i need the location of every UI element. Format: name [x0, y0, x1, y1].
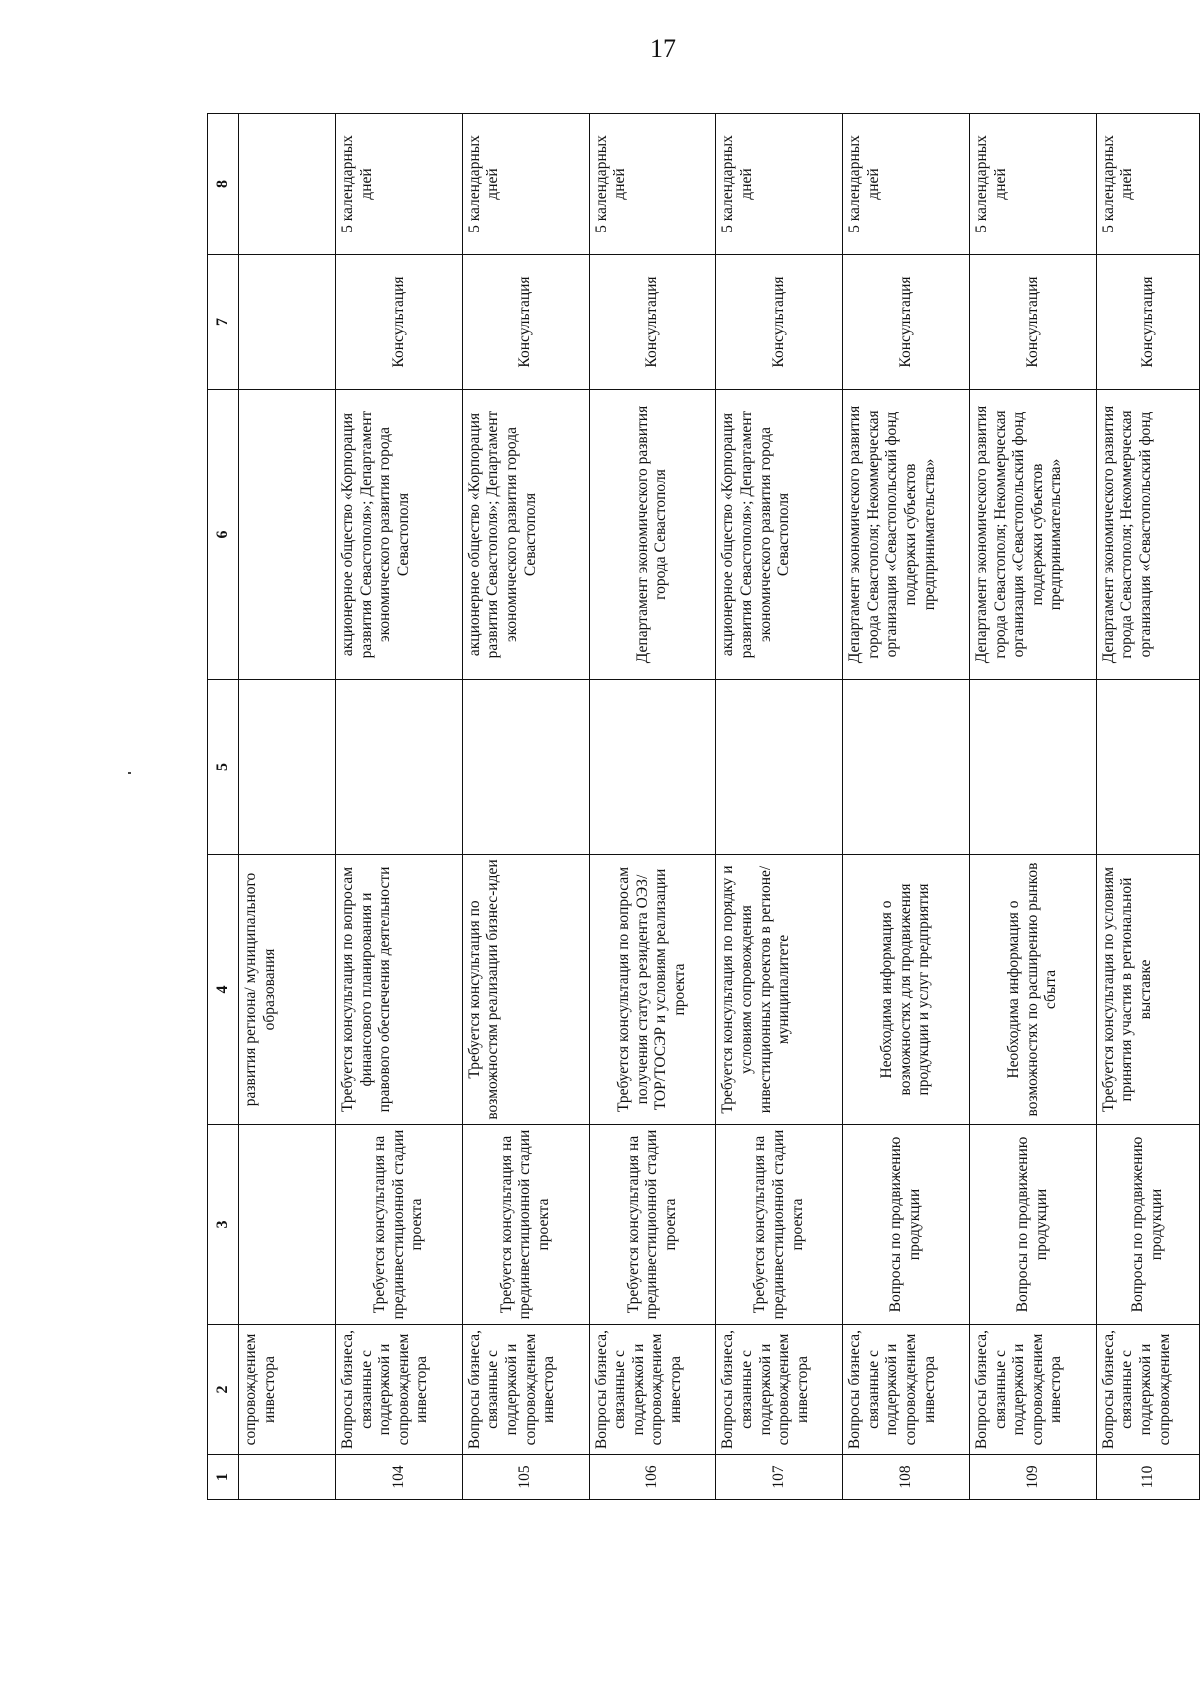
- scan-speck: [128, 772, 131, 774]
- page-number: 17: [650, 34, 676, 63]
- table-cell: сопровождением инвестора: [239, 1325, 336, 1455]
- table-cell: Вопросы бизнеса, связанные с поддержкой и сопровождением инвестора: [716, 1325, 843, 1455]
- table-row: [462, 114, 589, 1500]
- table-cell: Необходима информация о возможностях по расширению рынков сбыта: [969, 855, 1096, 1125]
- table-cell: [969, 680, 1096, 855]
- table-cell: Консультация: [1096, 255, 1199, 390]
- table-cell: [843, 680, 970, 855]
- row-number: 104: [336, 1455, 463, 1500]
- column-number: 8: [208, 114, 239, 255]
- table-cell: Вопросы бизнеса, связанные с поддержкой и сопровождением: [1096, 1325, 1199, 1455]
- table-cell: Вопросы бизнеса, связанные с поддержкой и сопровождением инвестора: [336, 1325, 463, 1455]
- row-number: 107: [716, 1455, 843, 1500]
- column-number: 3: [208, 1125, 239, 1325]
- table-cell: Вопросы по продвижению продукции: [1096, 1125, 1199, 1325]
- table-cell: Вопросы бизнеса, связанные с поддержкой и сопровождением инвестора: [969, 1325, 1096, 1455]
- table-row: [336, 114, 463, 1500]
- column-number: 1: [208, 1455, 239, 1500]
- table-cell: Требуется консультация на прединвестиционной стадии проекта: [716, 1125, 843, 1325]
- table-cell: [462, 680, 589, 855]
- table-cell: Требуется консультация на прединвестиционной стадии проекта: [336, 1125, 463, 1325]
- table-cell: акционерное общество «Корпорация развития Севастополя»; Департамент экономического развития города Севастополя: [336, 390, 463, 680]
- table-cell: Требуется консультация на прединвестиционной стадии проекта: [589, 1125, 716, 1325]
- table-cell: 5 календарных дней: [969, 114, 1096, 255]
- column-number: 4: [208, 855, 239, 1125]
- table-cell: Вопросы бизнеса, связанные с поддержкой и сопровождением инвестора: [843, 1325, 970, 1455]
- table-cell: Требуется консультация по порядку и условиям сопровождения инвестиционных проектов в регионе/муниципалитете: [716, 855, 843, 1125]
- table-cell: развития региона/ муниципального образования: [239, 855, 336, 1125]
- table-cell: [716, 680, 843, 855]
- row-number: 109: [969, 1455, 1096, 1500]
- table-cell: [239, 255, 336, 390]
- table-cell: [239, 114, 336, 255]
- table-row: [969, 114, 1096, 1500]
- table-cell: Требуется консультация на прединвестиционной стадии проекта: [462, 1125, 589, 1325]
- table-cell: Департамент экономического развития города Севастополя: [589, 390, 716, 680]
- table-cell: Вопросы по продвижению продукции: [843, 1125, 970, 1325]
- table-cell: 5 календарных дней: [843, 114, 970, 255]
- table-cell: 5 календарных дней: [336, 114, 463, 255]
- table-cell: [1096, 680, 1199, 855]
- table-cell: Вопросы бизнеса, связанные с поддержкой и сопровождением инвестора: [589, 1325, 716, 1455]
- table-cell: 5 календарных дней: [589, 114, 716, 255]
- table-cell: Требуется консультация по условиям принятия участия в региональной выставке: [1096, 855, 1199, 1125]
- table-cell: Консультация: [336, 255, 463, 390]
- table-cell: Департамент экономического развития города Севастополя; Некоммерческая организация «Севастопольский фонд поддержки субъектов предпринимательства»: [969, 390, 1096, 680]
- table-cell: [589, 680, 716, 855]
- services-table: [207, 113, 1200, 1500]
- table-cell: Вопросы бизнеса, связанные с поддержкой и сопровождением инвестора: [462, 1325, 589, 1455]
- column-number-row: [208, 114, 239, 1500]
- table-row: [1096, 114, 1199, 1500]
- table-cell: 5 календарных дней: [462, 114, 589, 255]
- table-cell: [336, 680, 463, 855]
- table-cell: 5 календарных дней: [1096, 114, 1199, 255]
- column-number: 2: [208, 1325, 239, 1455]
- table-cell: Консультация: [589, 255, 716, 390]
- table-cell: [239, 680, 336, 855]
- table-row: [716, 114, 843, 1500]
- table-cell: Консультация: [716, 255, 843, 390]
- table-cell: Консультация: [462, 255, 589, 390]
- continuation-row: [239, 114, 336, 1500]
- table-cell: Требуется консультация по возможностям реализации бизнес-идеи: [462, 855, 589, 1125]
- table-cell: [239, 1455, 336, 1500]
- rotated-table-container: [207, 114, 1200, 1500]
- table-cell: Требуется консультация по вопросам финансового планирования и правового обеспечения деятельности: [336, 855, 463, 1125]
- table-cell: Департамент экономического развития города Севастополя; Некоммерческая организация «Севастопольский фонд: [1096, 390, 1199, 680]
- table-cell: [239, 390, 336, 680]
- row-number: 108: [843, 1455, 970, 1500]
- table-cell: Консультация: [969, 255, 1096, 390]
- row-number: 110: [1096, 1455, 1199, 1500]
- table-cell: Департамент экономического развития города Севастополя; Некоммерческая организация «Севастопольский фонд поддержки субъектов предпринимательства»: [843, 390, 970, 680]
- table-cell: акционерное общество «Корпорация развития Севастополя»; Департамент экономического развития города Севастополя: [462, 390, 589, 680]
- row-number: 106: [589, 1455, 716, 1500]
- table-cell: 5 календарных дней: [716, 114, 843, 255]
- table-cell: [239, 1125, 336, 1325]
- table-cell: Необходима информация о возможностях для продвижения продукции и услуг предприятия: [843, 855, 970, 1125]
- table-cell: Вопросы по продвижению продукции: [969, 1125, 1096, 1325]
- table-row: [843, 114, 970, 1500]
- column-number: 5: [208, 680, 239, 855]
- table-cell: Консультация: [843, 255, 970, 390]
- row-number: 105: [462, 1455, 589, 1500]
- table-cell: акционерное общество «Корпорация развития Севастополя»; Департамент экономического развития города Севастополя: [716, 390, 843, 680]
- column-number: 6: [208, 390, 239, 680]
- table-row: [589, 114, 716, 1500]
- column-number: 7: [208, 255, 239, 390]
- table-cell: Требуется консультация по вопросам получения статуса резидента ОЭЗ/ТОР/ТОСЭР и условиям реализации проекта: [589, 855, 716, 1125]
